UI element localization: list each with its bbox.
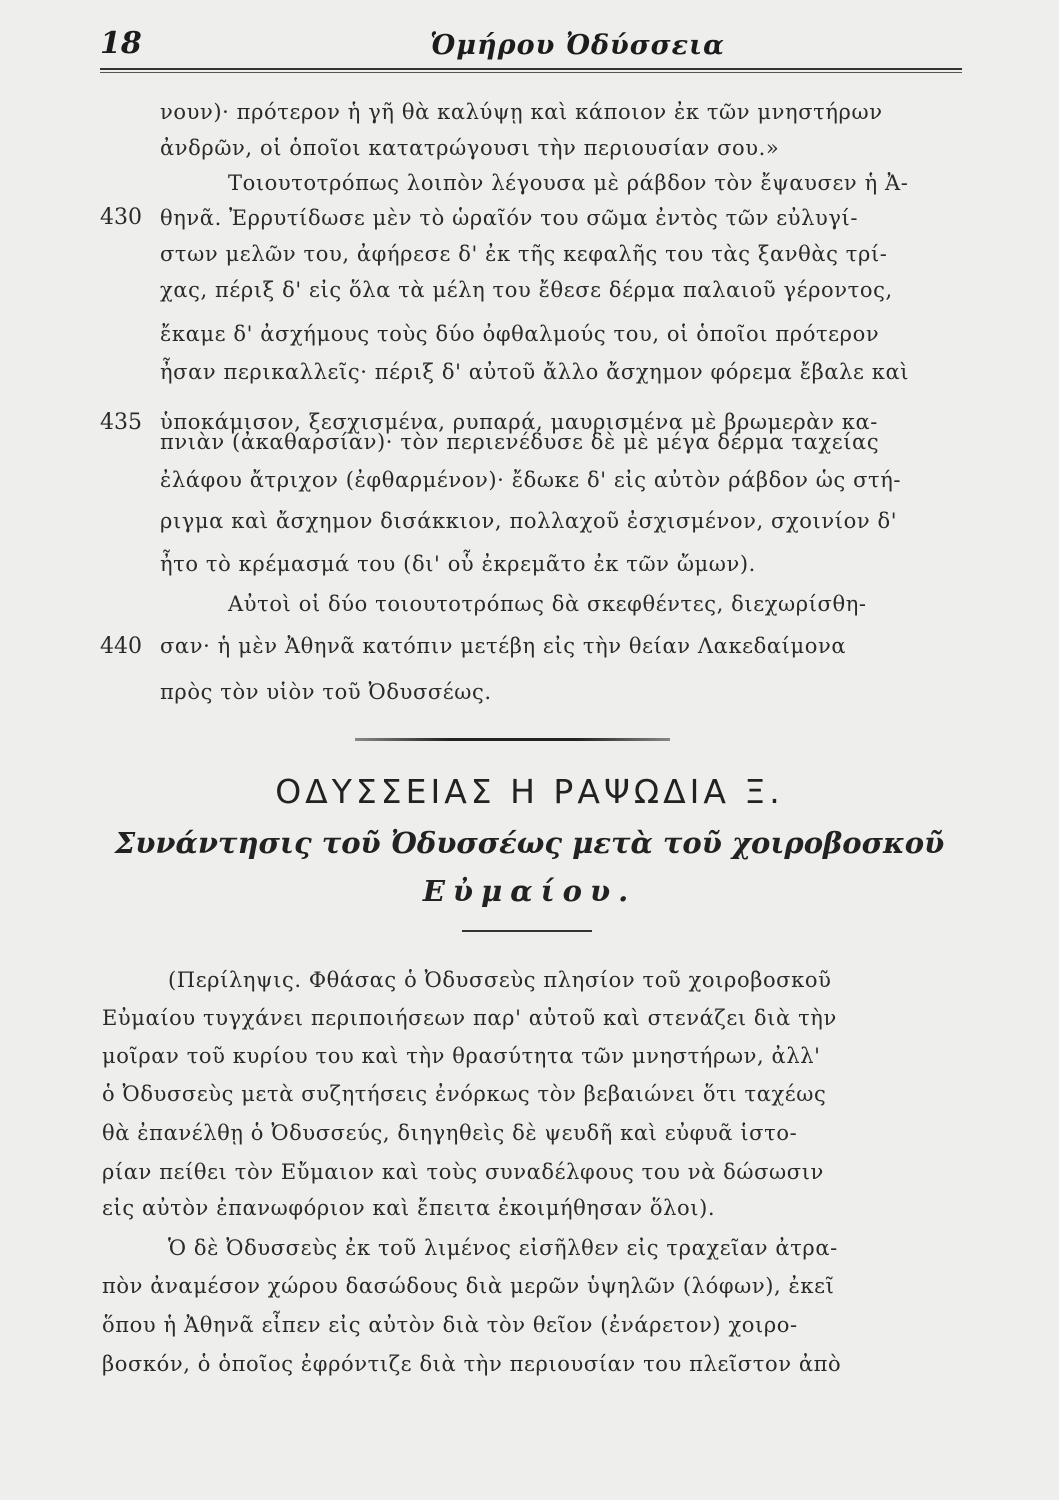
body-line: πρὸς τὸν υἱὸν τοῦ Ὀδυσσέως. — [160, 680, 492, 704]
summary-line: ὁ Ὀδυσσεὺς μετὰ συζητήσεις ἐνόρκως τὸν βεβαιώνει ὅτι ταχέως — [102, 1082, 827, 1106]
summary-line: Εὐμαίου τυγχάνει περιποιήσεων παρ' αὐτοῦ καὶ στενάζει διὰ τὴν — [102, 1006, 837, 1030]
body-line: βοσκόν, ὁ ὁποῖος ἐφρόντιζε διὰ τὴν περιουσίαν του πλεῖστον ἀπὸ — [102, 1352, 842, 1376]
body-line: ἐλάφου ἄτριχον (ἐφθαρμένον)· ἔδωκε δ' εἰς αὐτὸν ράβδον ὡς στή- — [160, 468, 902, 492]
summary-line: (Περίληψις. Φθάσας ὁ Ὀδυσσεὺς πλησίον τοῦ χοιροβοσκοῦ — [168, 968, 832, 992]
body-line: σαν· ἡ μὲν Ἀθηνᾶ κατόπιν μετέβη εἰς τὴν θείαν Λακεδαίμονα — [160, 634, 847, 658]
body-line: Ὁ δὲ Ὀδυσσεὺς ἐκ τοῦ λιμένος εἰσῆλθεν εἰς τραχεῖαν ἀτρα- — [168, 1236, 838, 1260]
summary-line: ρίαν πείθει τὸν Εὔμαιον καὶ τοὺς συναδέλφους του νὰ δώσωσιν — [102, 1160, 824, 1184]
body-line: ριγμα καὶ ἄσχημον δισάκκιον, πολλαχοῦ ἐσχισμένον, σχοινίον δ' — [160, 509, 898, 533]
verse-number-440: 440 — [100, 634, 142, 659]
rhapsody-title: ΟΔΥΣΣΕΙΑΣ Η ΡΑΨΩΔΙΑ Ξ. — [275, 772, 784, 811]
verse-number-430: 430 — [100, 205, 142, 230]
summary-line: μοῖραν τοῦ κυρίου του καὶ τὴν θρασύτητα τῶν μνηστήρων, ἀλλ' — [102, 1044, 821, 1068]
page-number: 18 — [100, 26, 142, 61]
header-rule — [100, 68, 962, 73]
summary-line: θὰ ἐπανέλθῃ ὁ Ὀδυσσεύς, διηγηθεὶς δὲ ψευδῆ καὶ εὐφυᾶ ἱστο- — [102, 1121, 798, 1145]
body-line: νουν)· πρότερον ἡ γῆ θὰ καλύψῃ καὶ κάποιον ἐκ τῶν μνηστήρων — [160, 100, 883, 124]
body-line: ἀνδρῶν, οἱ ὁποῖοι κατατρώγουσι τὴν περιουσίαν σου.» — [160, 136, 780, 160]
body-line: χας, πέριξ δ' εἰς ὅλα τὰ μέλη του ἔθεσε δέρμα παλαιοῦ γέροντος, — [160, 278, 893, 302]
section-separator — [355, 738, 670, 741]
body-line: ἔκαμε δ' ἀσχήμους τοὺς δύο ὀφθαλμούς του, οἱ ὁποῖοι πρότερον — [160, 322, 880, 346]
subtitle-rule — [462, 930, 592, 932]
body-line: ἦσαν περικαλλεῖς· πέριξ δ' αὐτοῦ ἄλλο ἄσχημον φόρεμα ἔβαλε καὶ — [160, 360, 910, 384]
body-line: θηνᾶ. Ἐρρυτίδωσε μὲν τὸ ὡραῖόν του σῶμα ἐντὸς τῶν εὐλυγί- — [160, 206, 859, 230]
body-line: πὸν ἀναμέσον χώρου δασώδους διὰ μερῶν ὑψηλῶν (λόφων), ἐκεῖ — [102, 1274, 835, 1298]
page-header — [100, 26, 960, 66]
body-line: στων μελῶν του, ἀφήρεσε δ' ἐκ τῆς κεφαλῆς του τὰς ξανθὰς τρί- — [160, 242, 888, 266]
body-line: ὑποκάμισον, ξεσχισμένα, ρυπαρά, μαυρισμένα μὲ βρωμερὰν κα- — [160, 410, 878, 434]
body-line: Αὐτοὶ οἱ δύο τοιουτοτρόπως δὰ σκεφθέντες, διεχωρίσθη- — [228, 592, 867, 616]
rhapsody-subtitle-name: Εὐμαίου. — [422, 874, 637, 908]
rhapsody-subtitle: Συνάντησις τοῦ Ὀδυσσέως μετὰ τοῦ χοιροβοσκοῦ — [114, 826, 945, 860]
body-line: πνιὰν (ἀκαθαρσίαν)· τὸν περιενέδυσε δὲ μὲ μέγα δέρμα ταχείας — [160, 430, 880, 454]
verse-number-435: 435 — [100, 410, 142, 435]
running-title: Ὁμήρου Ὀδύσσεια — [430, 30, 725, 61]
body-line: Τοιουτοτρόπως λοιπὸν λέγουσα μὲ ράβδον τὸν ἔψαυσεν ἡ Ἀ- — [228, 171, 909, 195]
summary-line: εἰς αὐτὸν ἐπανωφόριον καὶ ἔπειτα ἐκοιμήθησαν ὅλοι). — [102, 1196, 716, 1220]
body-line: ἦτο τὸ κρέμασμά του (δι' οὗ ἐκρεμᾶτο ἐκ τῶν ὤμων). — [160, 552, 756, 576]
body-line: ὅπου ἡ Ἀθηνᾶ εἶπεν εἰς αὐτὸν διὰ τὸν θεῖον (ἐνάρετον) χοιρο- — [102, 1313, 798, 1337]
